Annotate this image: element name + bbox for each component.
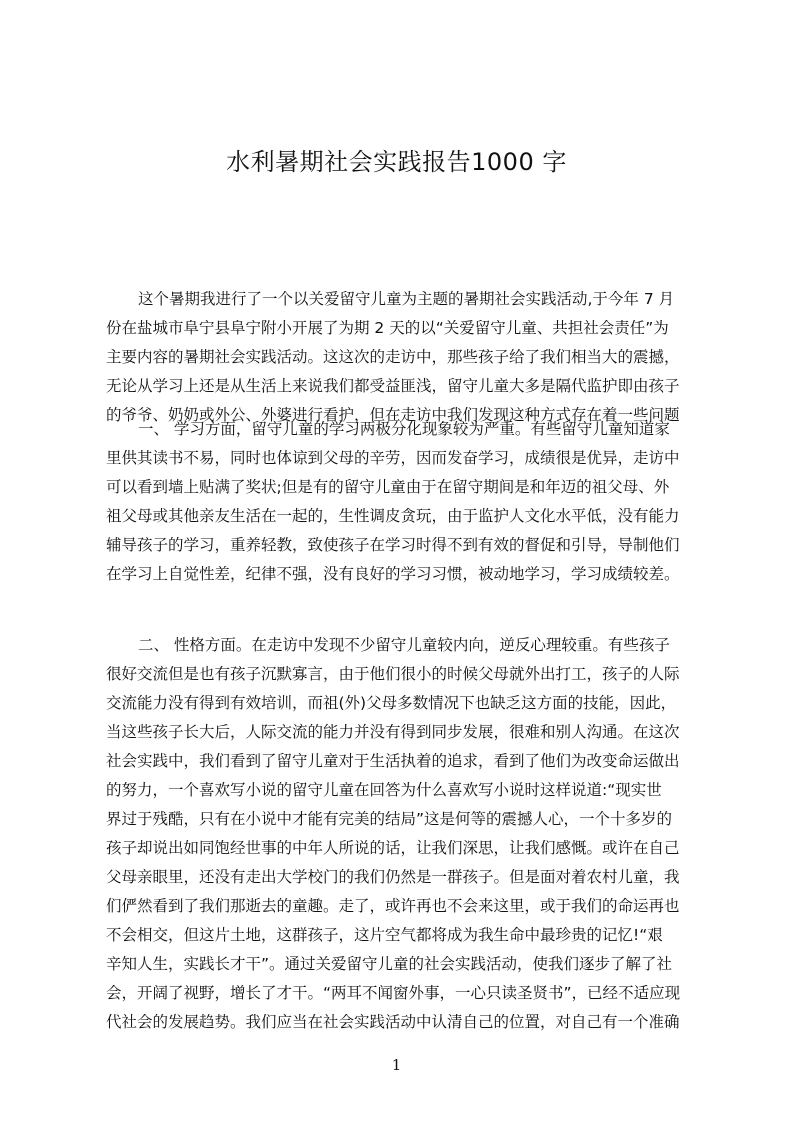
document-title: 水利暑期社会实践报告1000 字 [226,148,567,176]
text-line: 辅导孩子的学习，重养轻教，致使孩子在学习时得不到有效的督促和引导，导制他们 [106,536,680,554]
text-line: 里供其读书不易，同时也体谅到父母的辛劳，因而发奋学习，成绩很是优异，走访中 [106,449,680,467]
text-line: 代社会的发展趋势。我们应当在社会实践活动中认清自己的位置，对自己有一个准确 [106,1013,680,1031]
text-line: 孩子却说出如同饱经世事的中年人所说的话，让我们深思，让我们感慨。或许在自己 [106,839,680,857]
text-line: 的努力，一个喜欢写小说的留守儿童在回答为什么喜欢写小说时这样说道:“现实世 [106,781,662,799]
text-line: 二、 性格方面。在走访中发现不少留守儿童较内向，逆反心理较重。有些孩子 [138,636,670,654]
text-line: 不会相交，但这片土地，这群孩子，这片空气都将成为我生命中最珍贵的记忆!“艰 [106,926,663,944]
text-line: 当这些孩子长大后，人际交流的能力并没有得到同步发展，很难和别人沟通。在这次 [106,723,680,741]
paragraph-study [106,415,700,589]
text-line: 交流能力没有得到有效培训，而祖(外)父母多数情况下也缺乏这方面的技能，因此， [106,694,677,712]
text-line: 父母亲眼里，还没有走出大学校门的我们仍然是一群孩子。但是面对着农村儿童，我 [106,868,680,886]
text-line: 一、 学习方面，留守儿童的学习两极分化现象较为严重。有些留守儿童知道家 [138,420,670,438]
text-line: 可以看到墙上贴满了奖状;但是有的留守儿童由于在留守期间是和年迈的祖父母、外 [106,478,670,496]
text-line: 主要内容的暑期社会实践活动。这这次的走访中，那些孩子给了我们相当大的震撼， [106,348,680,366]
text-line: 在学习上自觉性差，纪律不强，没有良好的学习习惯，被动地学习，学习成绩较差。 [106,565,680,583]
text-line: 界过于残酷，只有在小说中才能有完美的结局”这是何等的震撼人心，一个十多岁的 [106,810,673,828]
paragraph-intro [106,285,700,430]
page-number: 1 [391,1056,402,1074]
paragraph-personality [106,631,700,1037]
text-line: 这个暑期我进行了一个以关爱留守儿童为主题的暑期社会实践活动,于今年 7 月 [138,290,675,308]
text-line: 份在盐城市阜宁县阜宁附小开展了为期 2 天的以“关爱留守儿童、共担社会责任”为 [106,319,669,337]
text-line: 辛知人生，实践长才干”。通过关爱留守儿童的社会实践活动，使我们逐步了解了社 [106,955,673,973]
text-line: 社会实践中，我们看到了留守儿童对于生活执着的追求，看到了他们为改变命运做出 [106,752,680,770]
text-line: 很好交流但是也有孩子沉默寡言，由于他们很小的时候父母就外出打工，孩子的人际 [106,665,680,683]
text-line: 会，开阔了视野，增长了才干。“两耳不闻窗外事，一心只读圣贤书”，已经不适应现 [106,984,681,1002]
text-line: 无论从学习上还是从生活上来说我们都受益匪浅，留守儿童大多是隔代监护即由孩子 [106,377,680,395]
text-line: 们俨然看到了我们那逝去的童趣。走了，或许再也不会来这里，或于我们的命运再也 [106,897,680,915]
text-line: 的爷爷、奶奶或外公、外婆进行看护，但在走访中我们发现这种方式存在着一些问题 [106,406,680,424]
text-line: 祖父母或其他亲友生活在一起的，生性调皮贪玩，由于监护人文化水平低，没有能力 [106,507,680,525]
